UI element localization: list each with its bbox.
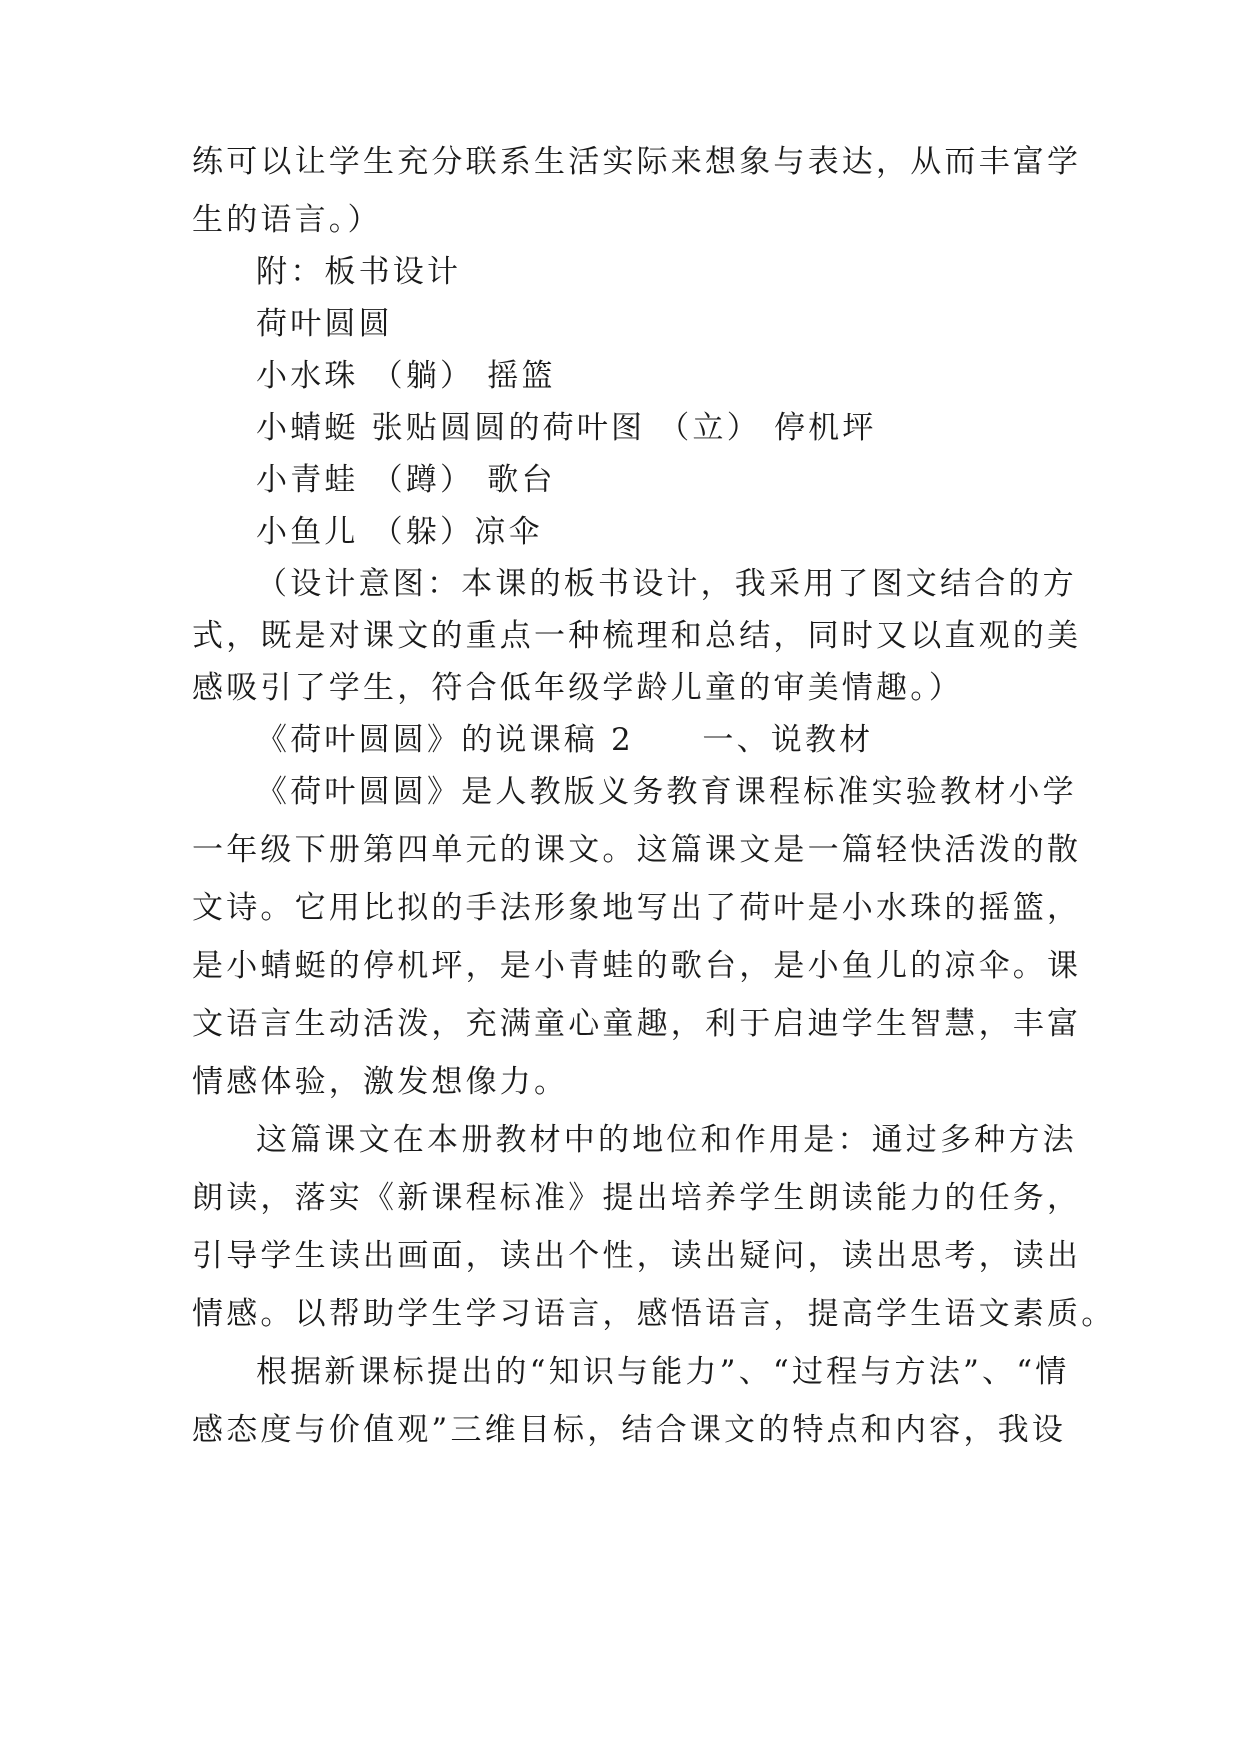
text-line: 感态度与价值观”三维目标，结合课文的特点和内容，我设 (192, 1412, 1067, 1448)
text-line: 小水珠 （躺） 摇篮 (256, 358, 556, 394)
text-line: 情感体验，激发想像力。 (192, 1064, 569, 1100)
text-line: 小鱼儿 （躲）凉伞 (256, 514, 543, 550)
text-line: 朗读，落实《新课程标准》提出培养学生朗读能力的任务， (192, 1180, 1082, 1216)
text-line: 荷叶圆圆 (256, 306, 393, 342)
text-line: 文语言生动活泼，充满童心童趣，利于启迪学生智慧，丰富 (192, 1006, 1082, 1042)
text-line: 是小蜻蜓的停机坪，是小青蛙的歌台，是小鱼儿的凉伞。课 (192, 948, 1082, 984)
text-line: 《荷叶圆圆》是人教版义务教育课程标准实验教材小学 (256, 774, 1077, 810)
text-line: （设计意图：本课的板书设计，我采用了图文结合的方 (256, 566, 1077, 602)
text-line: 这篇课文在本册教材中的地位和作用是：通过多种方法 (256, 1122, 1077, 1158)
text-line: 附：板书设计 (256, 254, 462, 290)
text-line: 感吸引了学生，符合低年级学龄儿童的审美情趣。） (192, 670, 964, 706)
text-line: 《荷叶圆圆》的说课稿 2 一、说教材 (256, 722, 874, 758)
text-line: 小蜻蜓 张贴圆圆的荷叶图 （立） 停机坪 (256, 410, 877, 446)
text-line: 根据新课标提出的“知识与能力”、“过程与方法”、“情 (256, 1354, 1070, 1390)
text-line: 练可以让学生充分联系生活实际来想象与表达，从而丰富学 (192, 144, 1082, 180)
text-line: 小青蛙 （蹲） 歌台 (256, 462, 556, 498)
text-line: 文诗。它用比拟的手法形象地写出了荷叶是小水珠的摇篮， (192, 890, 1082, 926)
text-line: 引导学生读出画面，读出个性，读出疑问，读出思考，读出 (192, 1238, 1082, 1274)
text-line: 生的语言。） (192, 202, 382, 238)
text-line: 情感。以帮助学生学习语言，感悟语言，提高学生语文素质。 (192, 1296, 1116, 1332)
text-line: 一年级下册第四单元的课文。这篇课文是一篇轻快活泼的散 (192, 832, 1082, 868)
text-line: 式，既是对课文的重点一种梳理和总结，同时又以直观的美 (192, 618, 1082, 654)
